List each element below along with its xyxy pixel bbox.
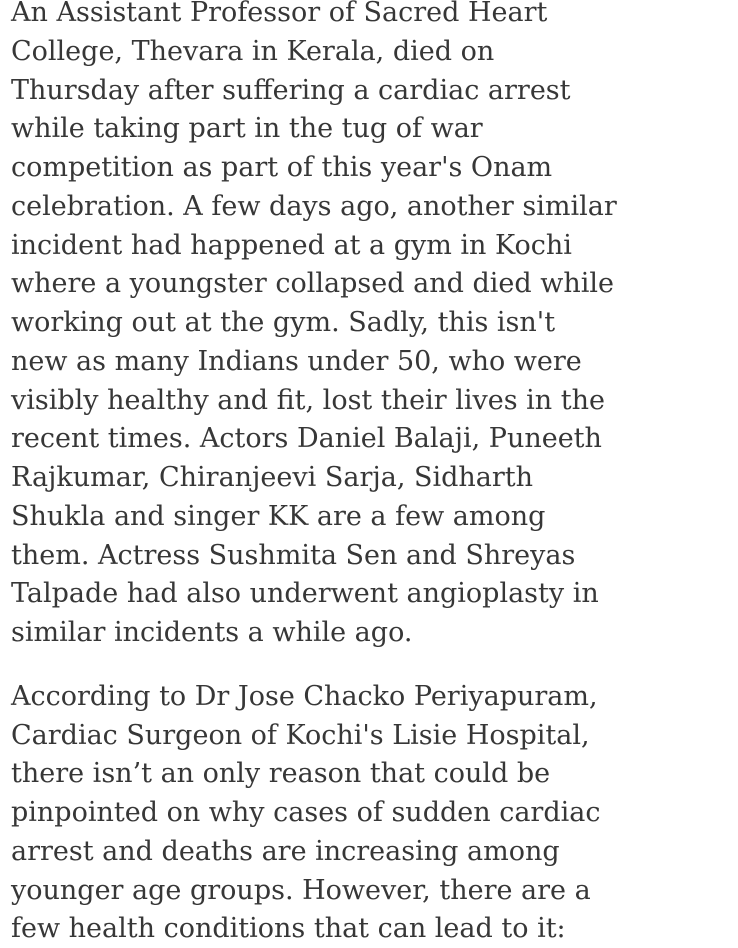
paragraph xyxy=(11,0,732,653)
text-line: celebration. A few days ago, another similar xyxy=(11,190,617,222)
text-line: new as many Indians under 50, who were xyxy=(11,345,582,377)
text-line: visibly healthy and fit, lost their lives in the xyxy=(11,384,605,416)
text-line: arrest and deaths are increasing among xyxy=(11,835,560,867)
text-line: recent times. Actors Daniel Balaji, Puneeth xyxy=(11,423,602,455)
text-line: younger age groups. However, there are a xyxy=(11,874,591,906)
text-line: Thursday after suffering a cardiac arrest xyxy=(11,74,571,106)
text-line: An Assistant Professor of Sacred Heart xyxy=(11,0,548,28)
text-line: there isn’t an only reason that could be xyxy=(11,758,551,790)
text-line: similar incidents a while ago. xyxy=(11,617,413,648)
text-line: incident had happened at a gym in Kochi xyxy=(11,229,572,261)
text-line: pinpointed on why cases of sudden cardiac xyxy=(11,797,601,828)
text-line: Rajkumar, Chiranjeevi Sarja, Sidharth xyxy=(11,462,534,493)
text-line: competition as part of this year's Onam xyxy=(11,152,553,183)
text-line: Shukla and singer KK are a few among xyxy=(11,500,546,532)
text-line: where a youngster collapsed and died while xyxy=(11,268,614,300)
text-line: Cardiac Surgeon of Kochi's Lisie Hospital, xyxy=(11,719,590,751)
text-line: According to Dr Jose Chacko Periyapuram, xyxy=(11,680,598,712)
text-line: Talpade had also underwent angioplasty in xyxy=(11,578,599,610)
text-line: few health conditions that can lead to it: xyxy=(11,913,566,945)
text-line: working out at the gym. Sadly, this isn't xyxy=(11,307,556,338)
text-line: College, Thevara in Kerala, died on xyxy=(11,35,495,67)
text-line: while taking part in the tug of war xyxy=(11,113,483,145)
paragraph xyxy=(11,678,732,948)
text-line: them. Actress Sushmita Sen and Shreyas xyxy=(11,539,576,571)
